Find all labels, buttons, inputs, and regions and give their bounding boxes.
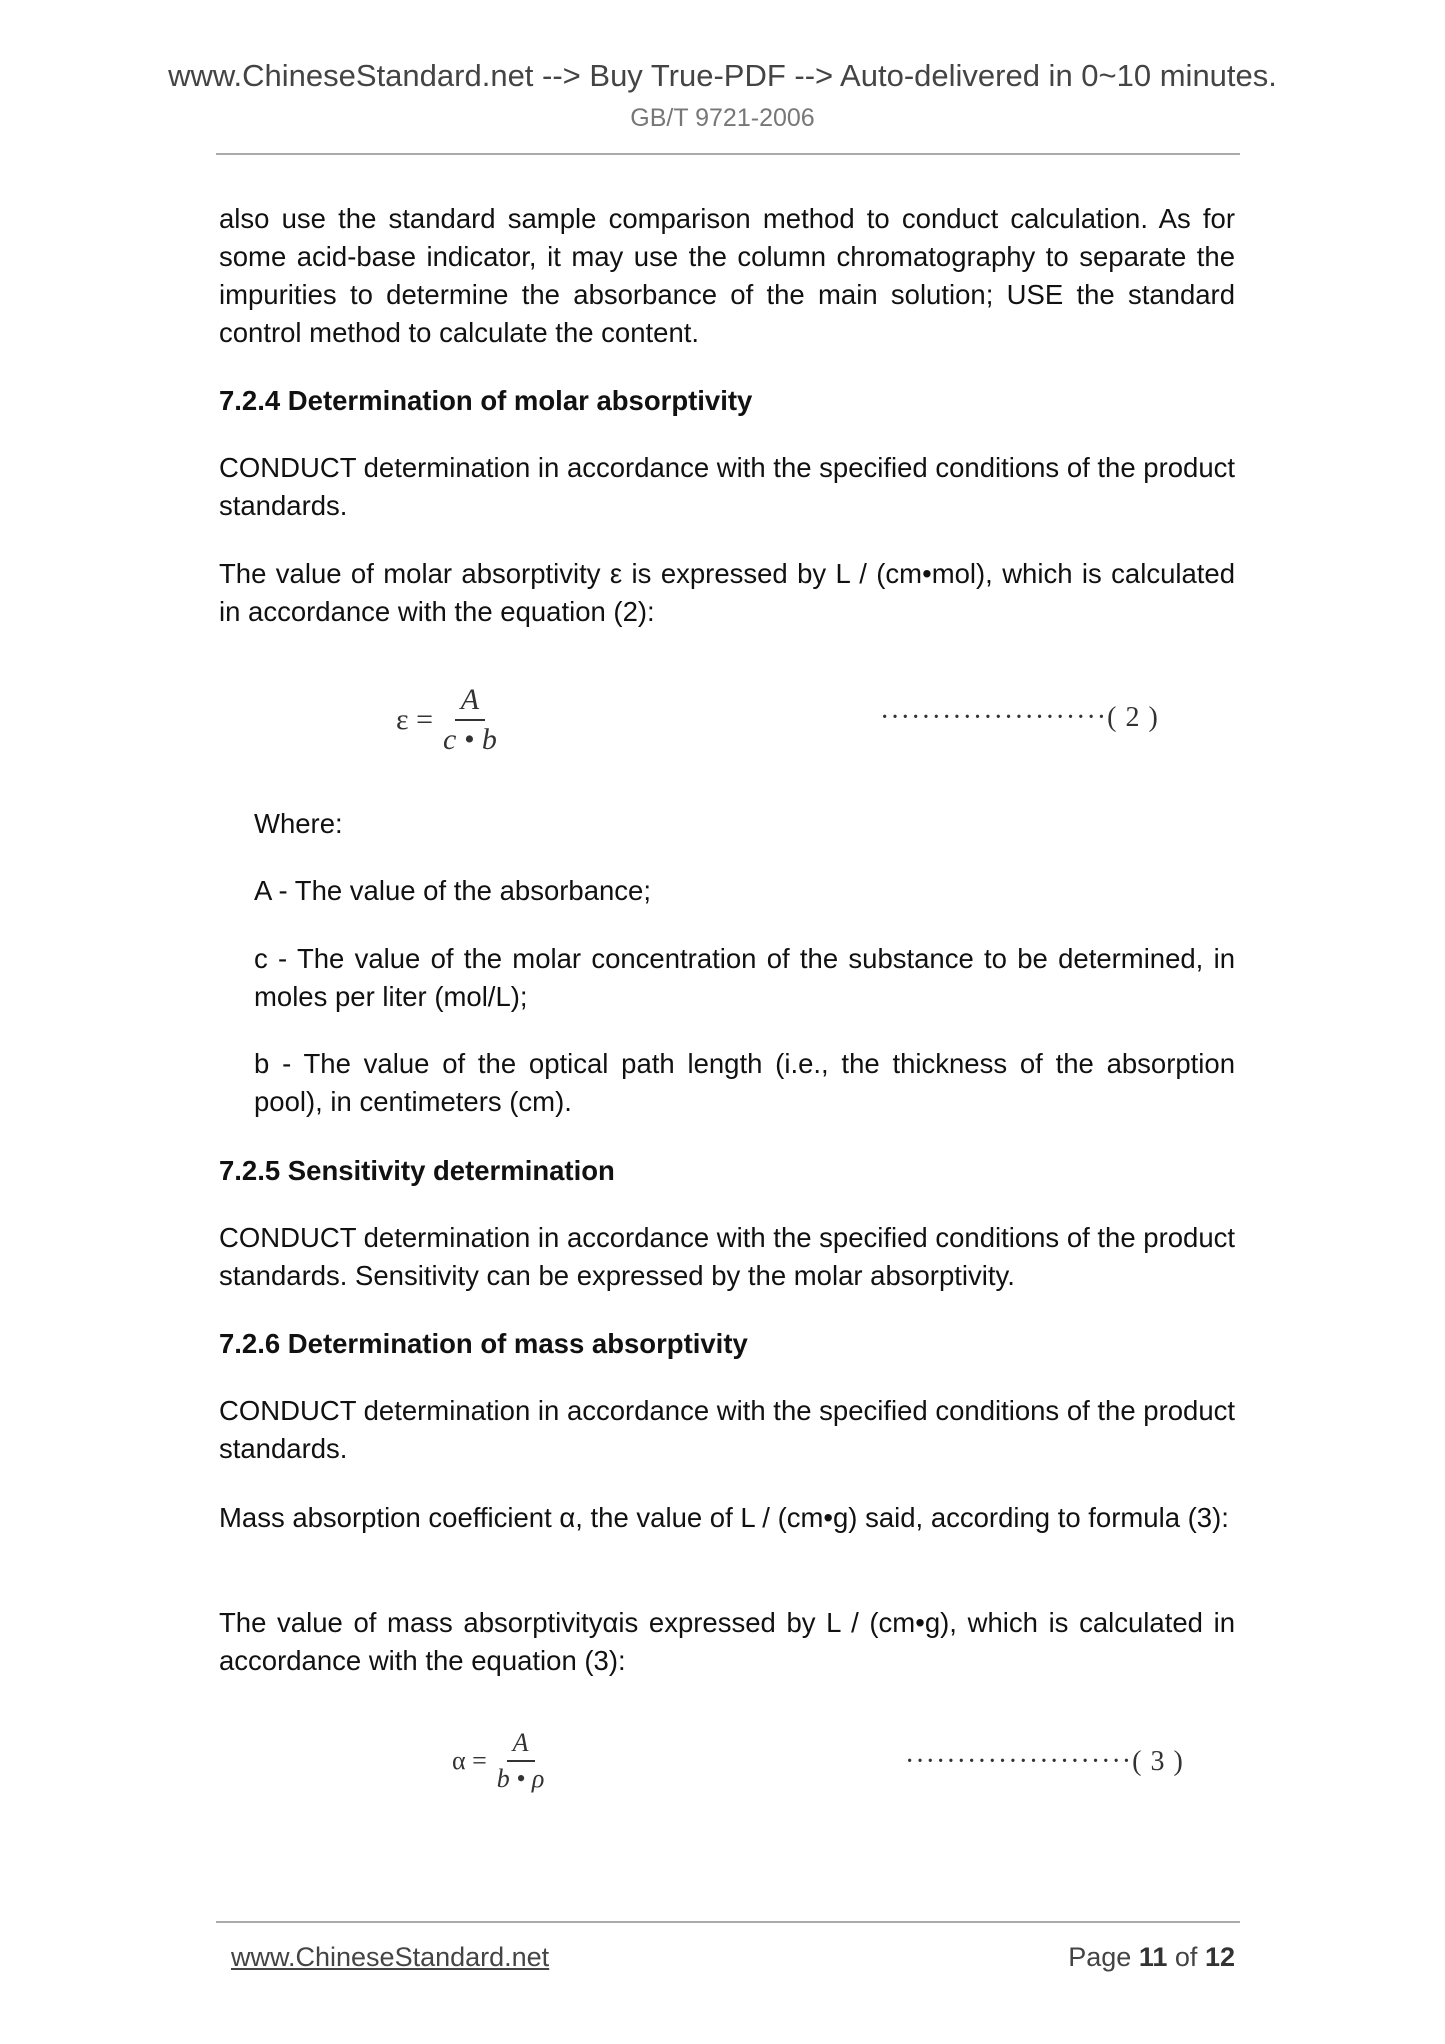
- where-label: Where:: [254, 808, 343, 839]
- total-pages: 12: [1204, 1942, 1235, 1972]
- page-indicator: [1068, 1942, 1235, 1973]
- footer-link[interactable]: www.ChineseStandard.net: [231, 1942, 550, 1972]
- numerator: A: [507, 1728, 535, 1762]
- definition-b: b - The value of the optical path length (i.e., the thickness of the absorption pool), in centimeters (cm).: [254, 1048, 1235, 1117]
- footer-divider: [216, 1921, 1240, 1923]
- paragraph: also use the standard sample comparison method to conduct calculation. As for some acid-base indicator, it may use the column chromatography to separate the impurities to determine the absorbance of the main solution; USE the standard control method to calculate the content.: [219, 203, 1235, 348]
- equation-3: [452, 1728, 544, 1794]
- paragraph: CONDUCT determination in accordance with the specified conditions of the product standards. Sensitivity can be expressed by the molar absorptivity.: [219, 1222, 1235, 1291]
- fraction: [497, 1728, 545, 1794]
- denominator: b • ρ: [496, 1764, 545, 1793]
- paragraph: The value of molar absorptivity ε is expressed by L / (cm•mol), which is calculated in accordance with the equation (2):: [219, 558, 1235, 627]
- paragraph: CONDUCT determination in accordance with the specified conditions of the product standards.: [219, 452, 1235, 521]
- header-banner: www.ChineseStandard.net --> Buy True-PDF --> Auto-delivered in 0~10 minutes.: [168, 58, 1277, 93]
- paragraph: CONDUCT determination in accordance with the specified conditions of the product standards.: [219, 1395, 1235, 1464]
- page-of: of: [1174, 1942, 1198, 1972]
- header-divider: [216, 153, 1240, 155]
- equation-number-2: ······················( 2 ): [880, 702, 1159, 733]
- equation-number-3: ······················( 3 ): [905, 1746, 1184, 1777]
- section-heading-7-2-4: 7.2.4 Determination of molar absorptivity: [219, 385, 753, 416]
- denominator: c • b: [443, 723, 497, 756]
- paragraph: Mass absorption coefficient α, the value of L / (cm•g) said, according to formula (3):: [219, 1502, 1229, 1533]
- section-heading-7-2-6: 7.2.6 Determination of mass absorptivity: [219, 1328, 748, 1359]
- fraction: [443, 683, 497, 757]
- page-prefix: Page: [1068, 1942, 1132, 1972]
- equation-lhs: α =: [452, 1746, 487, 1775]
- equation-2: [396, 683, 497, 757]
- definition-c: c - The value of the molar concentration of the substance to be determined, in moles per liter (mol/L);: [254, 943, 1235, 1012]
- current-page: 11: [1138, 1942, 1168, 1972]
- section-heading-7-2-5: 7.2.5 Sensitivity determination: [219, 1155, 615, 1186]
- document-id: GB/T 9721-2006: [630, 104, 815, 132]
- definition-A: A - The value of the absorbance;: [254, 875, 651, 906]
- paragraph: The value of mass absorptivityαis expressed by L / (cm•g), which is calculated in accordance with the equation (3):: [219, 1607, 1235, 1676]
- numerator: A: [455, 683, 485, 721]
- equation-lhs: ε =: [396, 703, 434, 736]
